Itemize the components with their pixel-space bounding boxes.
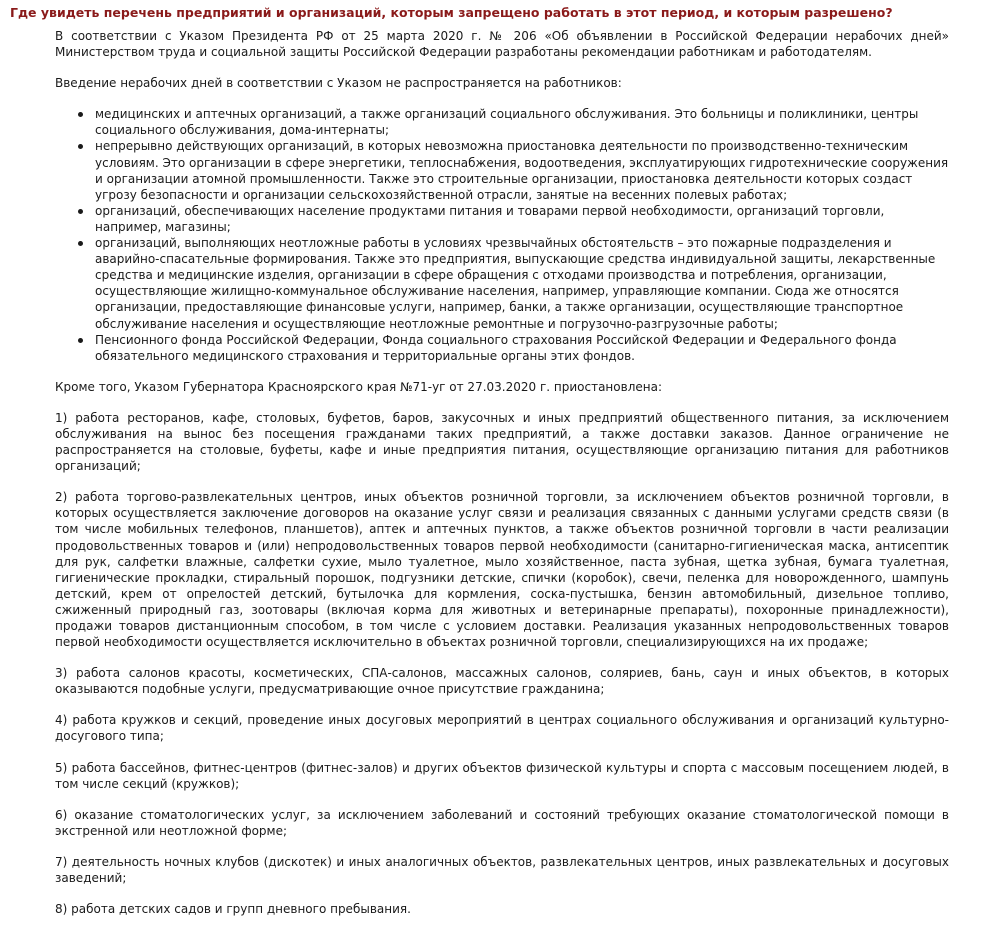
list-item — [95, 106, 949, 138]
list-item-text: Пенсионного фонда Российской Федерации, Фонда социального страхования Российской Федерации и Федерального фонда обязательного медицинского страхования и территориальные органы этих фондов. — [95, 332, 897, 363]
suspended-item-paragraph: 4) работа кружков и секций, проведение иных досуговых мероприятий в центрах социального обслуживания и организаций культурно-досугового типа; — [55, 713, 949, 744]
list-item — [95, 332, 949, 364]
suspended-item-paragraph: 7) деятельность ночных клубов (дискотек) и иных аналогичных объектов, развлекательных центров, иных развлекательных и досуговых заведений; — [55, 854, 949, 886]
bullet-icon — [78, 144, 83, 149]
list-item — [95, 138, 949, 202]
bullet-icon — [78, 338, 83, 343]
bullet-icon — [78, 209, 83, 214]
list-item — [95, 203, 949, 235]
suspended-item-paragraph: 3) работа салонов красоты, косметических, СПА-салонов, массажных салонов, соляриев, бань, саун и иных объектов, в которых оказываются подобные услуги, предусматривающие очное присутствие гражданина; — [55, 666, 949, 697]
suspended-item-paragraph: 8) работа детских садов и групп дневного пребывания. — [55, 902, 411, 917]
exempt-organizations-list — [55, 106, 949, 364]
suspended-item-paragraph: 6) оказание стоматологических услуг, за исключением заболеваний и состояний требующих оказание стоматологической помощи в экстренной или неотложной форме; — [55, 807, 949, 838]
faq-answer — [55, 28, 949, 932]
list-item — [95, 235, 949, 332]
list-item-text: организаций, выполняющих неотложные работы в условиях чрезвычайных обстоятельств – это пожарные подразделения и аварийно-спасательные формирования. Также это предприятия, выпускающие средства индивидуальной защиты, лекарственные средства и медицинские изделия, организации в сфере обращения с отходами производства и потребления, организации, осуществляющие жилищно-коммунальное обслуживание населения, например, управляющие компании. Сюда же относятся организации, предоставляющие финансовые услуги, например, банки, а также организации, осуществляющие транспортное обслуживание населения и осуществляющие неотложные ремонтные и погрузочно-разгрузочные работы; — [95, 236, 936, 331]
suspended-item-paragraph: 2) работа торгово-развлекательных центров, иных объектов розничной торговли, за исключением объектов розничной торговли, в которых осуществляется заключение договоров на оказание услуг связи и реализация связанных с данными услугами средств связи (в том числе мобильных телефонов, планшетов), аптек и аптечных пунктов, а также объектов розничной торговли в части реализации продовольственных товаров и (или) непродовольственных товаров первой необходимости (санитарно-гигиеническая маска, антисептик для рук, салфетки влажные, салфетки сухие, мыло туалетное, мыло хозяйственное, паста зубная, щетка зубная, бумага туалетная, гигиенические прокладки, стиральный порошок, подгузники детские, спички (коробок), свечи, пеленка для новорожденного, шампунь детский, крем от опрелостей детский, бутылочка для кормления, соска-пустышка, бензин автомобильный, дизельное топливо, сжиженный природный газ, зоотовары (включая корма для животных и ветеринарные препараты), похоронные принадлежности), продажи товаров дистанционным способом, в том числе с условием доставки. Реализация указанных непродовольственных товаров первой необходимости осуществляется исключительно в объектах розничной торговли, специализирующихся на их продаже; — [55, 490, 949, 650]
bullet-icon — [78, 112, 83, 117]
faq-question-heading: Где увидеть перечень предприятий и организаций, которым запрещено работать в этот период, и которым разрешено? — [10, 5, 893, 20]
suspended-item-paragraph: 1) работа ресторанов, кафе, столовых, буфетов, баров, закусочных и иных предприятий общественного питания, за исключением обслуживания на вынос без посещения гражданами таких предприятий, а также доставки заказов. Данное ограничение не распространяется на столовые, буфеты, кафе и иные предприятия питания, осуществляющие организацию питания для работников организаций; — [55, 410, 949, 474]
intro-paragraph: В соответствии с Указом Президента РФ от 25 марта 2020 г. № 206 «Об объявлении в Российской Федерации нерабочих дней» Министерством труда и социальной защиты Российской Федерации разработаны рекомендации работникам и работодателям. — [55, 29, 949, 60]
list-item-text: медицинских и аптечных организаций, а также организаций социального обслуживания. Это больницы и поликлиники, центры социального обслуживания, дома-интернаты; — [95, 107, 919, 138]
suspended-item-paragraph: 5) работа бассейнов, фитнес-центров (фитнес-залов) и других объектов физической культуры и спорта с массовым посещением людей, в том числе секций (кружков); — [55, 760, 949, 791]
list-item-text: организаций, обеспечивающих население продуктами питания и товарами первой необходимости, организаций торговли, например, магазины; — [95, 203, 885, 234]
exempt-lead-paragraph: Введение нерабочих дней в соответствии с Указом не распространяется на работников: — [55, 76, 622, 91]
bullet-icon — [78, 241, 83, 246]
list-item-text: непрерывно действующих организаций, в которых невозможна приостановка деятельности по производственно-техническим условиям. Это организации в сфере энергетики, теплоснабжения, водоотведения, эксплуатирующих гидротехнические сооружения и организации атомной промышленности. Также это строительные организации, приостановка деятельности которых создаст угрозу безопасности и организации сельскохозяйственной отрасли, занятые на весенних полевых работах; — [95, 139, 949, 202]
suspended-lead-paragraph: Кроме того, Указом Губернатора Красноярского края №71-уг от 27.03.2020 г. приостановлена: — [55, 379, 662, 394]
